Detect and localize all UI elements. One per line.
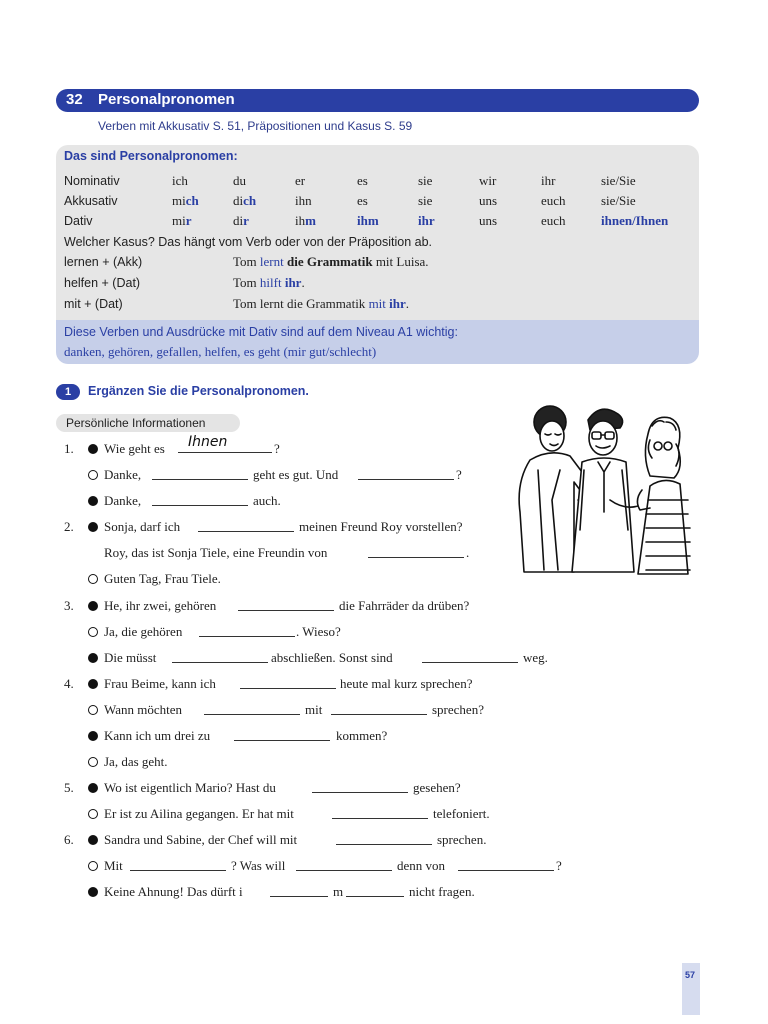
pronoun: sie: [418, 173, 433, 188]
case-label: Nominativ: [64, 174, 120, 188]
exercise-text: ?: [556, 858, 562, 873]
speaker-a-bullet: [88, 783, 98, 793]
pronoun: ihr: [418, 213, 435, 228]
speaker-a-bullet: [88, 522, 98, 532]
item-number: 2.: [64, 519, 74, 534]
pronoun: dir: [233, 213, 249, 228]
grammar-note-heading: Diese Verben und Ausdrücke mit Dativ sind auf dem Niveau A1 wichtig:: [64, 325, 458, 339]
pronoun: ihn: [295, 193, 312, 208]
exercise-text: nicht fragen.: [409, 884, 475, 899]
speaker-b-bullet: [88, 705, 98, 715]
item-number: 5.: [64, 780, 74, 795]
pronoun: wir: [479, 173, 497, 188]
three-people-illustration: [500, 400, 695, 580]
item-number: 4.: [64, 676, 74, 691]
item-number: 6.: [64, 832, 74, 847]
exercise-text: Mit: [104, 858, 123, 873]
answer-blank[interactable]: [178, 452, 272, 453]
answer-blank[interactable]: [458, 870, 554, 871]
exercise-text: He, ihr zwei, gehören: [104, 598, 217, 613]
speaker-b-bullet: [88, 809, 98, 819]
exercise-text: mit: [305, 702, 323, 717]
pronoun: du: [233, 173, 246, 188]
grammar-note-verbs: danken, gehören, gefallen, helfen, es geht (mir gut/schlecht): [64, 344, 377, 359]
answer-blank[interactable]: [238, 610, 334, 611]
exercise-text: Kann ich um drei zu: [104, 728, 211, 743]
exercise-text: Sandra und Sabine, der Chef will mit: [104, 832, 298, 847]
exercise-text: .: [466, 545, 470, 560]
chapter-number: 32: [66, 91, 83, 108]
answer-blank[interactable]: [199, 636, 295, 637]
item-number: 3.: [64, 598, 74, 613]
pronoun: sie: [418, 193, 433, 208]
exercise-text: Er ist zu Ailina gegangen. Er hat mit: [104, 806, 294, 821]
speaker-b-bullet: [88, 470, 98, 480]
pronoun: ihr: [541, 173, 556, 188]
exercise-text: ? Was will: [231, 858, 286, 873]
pronoun: dich: [233, 193, 257, 208]
chapter-title: Personalpronomen: [98, 91, 235, 108]
speaker-a-bullet: [88, 444, 98, 454]
exercise-text: ?: [274, 441, 280, 456]
answer-blank[interactable]: [240, 688, 336, 689]
exercise-text: Wann möchten: [104, 702, 183, 717]
exercise-text: Frau Beime, kann ich: [104, 676, 216, 691]
exercise-text: Keine Ahnung! Das dürft i: [104, 884, 243, 899]
exercise-number-badge: 1: [56, 384, 80, 400]
handwritten-answer: Ihnen: [188, 434, 228, 450]
item-number: 1.: [64, 441, 74, 456]
answer-blank[interactable]: [152, 479, 248, 480]
speaker-b-bullet: [88, 757, 98, 767]
case-label: Dativ: [64, 214, 93, 228]
answer-blank[interactable]: [172, 662, 268, 663]
exercise-text: weg.: [523, 650, 548, 665]
example-sentence: Tom lernt die Grammatik mit Luisa.: [233, 254, 429, 269]
exercise-text: Danke,: [104, 493, 142, 508]
answer-blank[interactable]: [368, 557, 464, 558]
speaker-a-bullet: [88, 835, 98, 845]
case-label: Akkusativ: [64, 194, 118, 208]
answer-blank[interactable]: [152, 505, 248, 506]
speaker-a-bullet: [88, 887, 98, 897]
exercise-text: Die müsst: [104, 650, 157, 665]
exercise-text: auch.: [253, 493, 281, 508]
answer-blank[interactable]: [346, 896, 404, 897]
exercise-text: Ja, die gehören: [104, 624, 183, 639]
pronoun: sie/Sie: [601, 193, 636, 208]
pronoun: sie/Sie: [601, 173, 636, 188]
pronoun: er: [295, 173, 306, 188]
answer-blank[interactable]: [422, 662, 518, 663]
exercise-text: Ja, das geht.: [104, 754, 168, 769]
exercise-title: Ergänzen Sie die Personalpronomen.: [88, 384, 309, 398]
speaker-b-bullet: [88, 574, 98, 584]
speaker-a-bullet: [88, 653, 98, 663]
exercise-subtitle: Persönliche Informationen: [66, 416, 206, 430]
pronoun: mich: [172, 193, 199, 208]
example-label: lernen + (Akk): [64, 255, 143, 269]
chapter-subtitle: Verben mit Akkusativ S. 51, Präpositionen und Kasus S. 59: [98, 119, 413, 133]
speaker-b-bullet: [88, 861, 98, 871]
answer-blank[interactable]: [130, 870, 226, 871]
grammar-box: [56, 145, 699, 320]
grammar-box-title: Das sind Personalpronomen:: [64, 149, 238, 163]
answer-blank[interactable]: [358, 479, 454, 480]
answer-blank[interactable]: [198, 531, 294, 532]
example-sentence: Tom hilft ihr.: [233, 275, 305, 290]
exercise-text: Roy, das ist Sonja Tiele, eine Freundin von: [104, 545, 328, 560]
exercise-text: telefoniert.: [433, 806, 490, 821]
speaker-b-bullet: [88, 627, 98, 637]
page-number: 57: [685, 970, 696, 980]
answer-blank[interactable]: [270, 896, 328, 897]
speaker-a-bullet: [88, 601, 98, 611]
answer-blank[interactable]: [332, 818, 428, 819]
exercise-text: heute mal kurz sprechen?: [340, 676, 473, 691]
pronoun: ich: [172, 173, 188, 188]
example-sentence: Tom lernt die Grammatik mit ihr.: [233, 296, 410, 311]
pronoun: es: [357, 173, 368, 188]
pronoun: es: [357, 193, 368, 208]
exercise-text: . Wieso?: [296, 624, 341, 639]
exercise-text: ?: [456, 467, 462, 482]
answer-blank[interactable]: [296, 870, 392, 871]
example-label: helfen + (Dat): [64, 276, 141, 290]
exercise-text: kommen?: [336, 728, 388, 743]
exercise-text: abschließen. Sonst sind: [271, 650, 393, 665]
exercise-text: denn von: [397, 858, 446, 873]
pronoun: mir: [172, 213, 192, 228]
pronoun: euch: [541, 213, 566, 228]
example-label: mit + (Dat): [64, 297, 123, 311]
speaker-a-bullet: [88, 496, 98, 506]
pronoun: uns: [479, 213, 498, 228]
answer-blank[interactable]: [336, 844, 432, 845]
exercise-text: sprechen?: [432, 702, 484, 717]
pronoun: ihm: [295, 213, 316, 228]
exercise-text: geht es gut. Und: [253, 467, 339, 482]
answer-blank[interactable]: [234, 740, 330, 741]
answer-blank[interactable]: [331, 714, 427, 715]
exercise-text: Danke,: [104, 467, 142, 482]
answer-blank[interactable]: [204, 714, 300, 715]
speaker-a-bullet: [88, 731, 98, 741]
pronoun: euch: [541, 193, 566, 208]
exercise-text: Wie geht es: [104, 441, 165, 456]
exercise-text: sprechen.: [437, 832, 487, 847]
pronoun: ihnen/Ihnen: [601, 213, 669, 228]
exercise-text: Guten Tag, Frau Tiele.: [104, 571, 221, 586]
speaker-a-bullet: [88, 679, 98, 689]
grammar-question: Welcher Kasus? Das hängt vom Verb oder von der Präposition ab.: [64, 235, 433, 249]
exercise-text: die Fahrräder da drüben?: [339, 598, 470, 613]
exercise-text: Wo ist eigentlich Mario? Hast du: [104, 780, 276, 795]
answer-blank[interactable]: [312, 792, 408, 793]
pronoun: ihm: [357, 213, 379, 228]
pronoun: uns: [479, 193, 498, 208]
exercise-text: gesehen?: [413, 780, 461, 795]
exercise-text: Sonja, darf ich: [104, 519, 181, 534]
exercise-text: m: [333, 884, 344, 899]
exercise-text: meinen Freund Roy vorstellen?: [299, 519, 463, 534]
